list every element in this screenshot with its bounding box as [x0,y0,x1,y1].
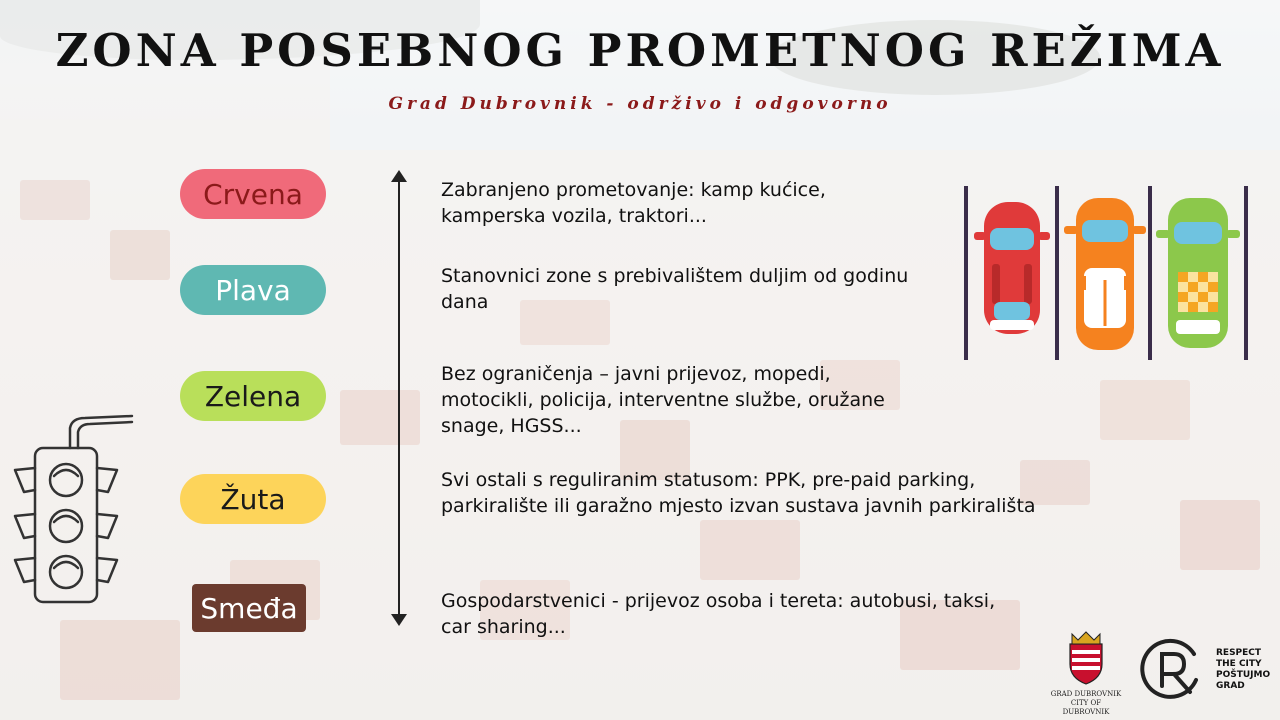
orange-van-icon [1064,198,1146,350]
green-taxi-icon [1156,198,1240,348]
page-title: ZONA POSEBNOG PROMETNOG REŽIMA [55,24,1225,77]
arrow-up-icon [391,170,407,182]
zone-description-zuta: Svi ostali s reguliranim statusom: PPK, pre-paid parking, parkiralište ili garažno mjesto izvan sustava javnih parkirališta [441,469,1036,517]
grad-logo-line2: CITY OF DUBROVNIK [1062,699,1110,716]
zone-description-smeda: Gospodarstvenici - prijevoz osoba i tereta: autobusi, taksi, car sharing... [441,590,996,638]
page-subtitle: Grad Dubrovnik - održivo i odgovorno [388,94,892,114]
priority-axis [398,176,400,624]
zone-pill-smeda: Smeđa [192,584,306,632]
respect-the-city-logo-icon [1138,636,1204,702]
zone-description-zelena: Bez ograničenja – javni prijevoz, mopedi, motocikli, policija, interventne službe, oružane snage, HGSS... [441,363,885,437]
zone-pill-crvena: Crvena [180,169,326,219]
zone-pill-plava: Plava [180,265,326,315]
grad-dubrovnik-logo [1048,630,1124,717]
zone-pill-zelena: Zelena [180,371,326,421]
zone-description-crvena: Zabranjeno prometovanje: kamp kućice, kamperska vozila, traktori... [441,179,826,227]
zone-description-plava: Stanovnici zone s prebivalištem duljim od godinu dana [441,265,909,313]
traffic-light-icon [10,410,140,610]
zone-pill-zuta: Žuta [180,474,326,524]
arrow-down-icon [391,614,407,626]
parked-cars-icon [960,180,1260,365]
respect-the-city-text: RESPECT THE CITY POŠTUJMO GRAD [1216,648,1271,691]
grad-logo-line1: GRAD DUBROVNIK [1050,690,1122,698]
red-car-icon [974,202,1050,334]
dubrovnik-coat-of-arms-icon [1064,630,1108,686]
